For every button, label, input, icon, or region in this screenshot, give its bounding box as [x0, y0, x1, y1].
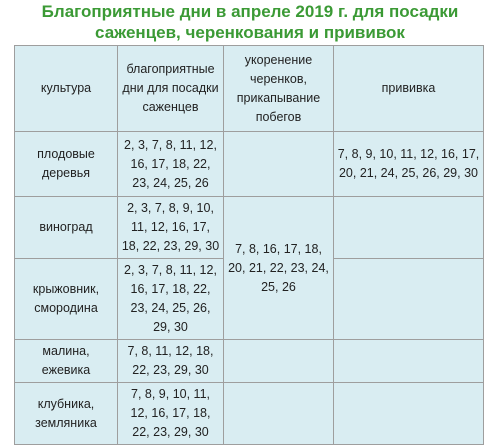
planting-days-cell: 7, 8, 9, 10, 11, 12, 16, 17, 18, 22, 23, 29, 30 [118, 383, 224, 445]
crop-cell: клубника, земляника [15, 383, 118, 445]
planting-calendar-table [14, 45, 484, 445]
table-header-row [15, 46, 484, 132]
table-row [15, 132, 484, 197]
grafting-days-cell: 7, 8, 9, 10, 11, 12, 16, 17, 20, 21, 24, 25, 26, 29, 30 [334, 132, 484, 197]
grafting-days-cell [334, 383, 484, 445]
planting-days-cell: 2, 3, 7, 8, 11, 12, 16, 17, 18, 22, 23, 24, 25, 26 [118, 132, 224, 197]
rooting-days-cell [224, 340, 334, 383]
table-row [15, 340, 484, 383]
crop-cell: плодовые деревья [15, 132, 118, 197]
rooting-days-merged-cell: 7, 8, 16, 17, 18, 20, 21, 22, 23, 24, 25, 26 [224, 197, 334, 340]
planting-days-cell: 2, 3, 7, 8, 11, 12, 16, 17, 18, 22, 23, 24, 25, 26, 29, 30 [118, 259, 224, 340]
header-crop: культура [15, 46, 118, 132]
header-rooting: укоренение черенков, прикапывание побегов [224, 46, 334, 132]
grafting-days-cell [334, 197, 484, 259]
rooting-days-cell [224, 132, 334, 197]
grafting-days-cell [334, 259, 484, 340]
crop-cell: малина, ежевика [15, 340, 118, 383]
page-title: Благоприятные дни в апреле 2019 г. для посадки саженцев, черенкования и прививок [41, 2, 459, 42]
grafting-days-cell [334, 340, 484, 383]
table-row [15, 383, 484, 445]
header-planting: благоприятные дни для посадки саженцев [118, 46, 224, 132]
crop-cell: виноград [15, 197, 118, 259]
crop-cell: крыжовник, смородина [15, 259, 118, 340]
planting-days-cell: 2, 3, 7, 8, 9, 10, 11, 12, 16, 17, 18, 22, 23, 29, 30 [118, 197, 224, 259]
planting-days-cell: 7, 8, 11, 12, 18, 22, 23, 29, 30 [118, 340, 224, 383]
rooting-days-cell [224, 383, 334, 445]
table-row [15, 197, 484, 259]
header-grafting: прививка [334, 46, 484, 132]
